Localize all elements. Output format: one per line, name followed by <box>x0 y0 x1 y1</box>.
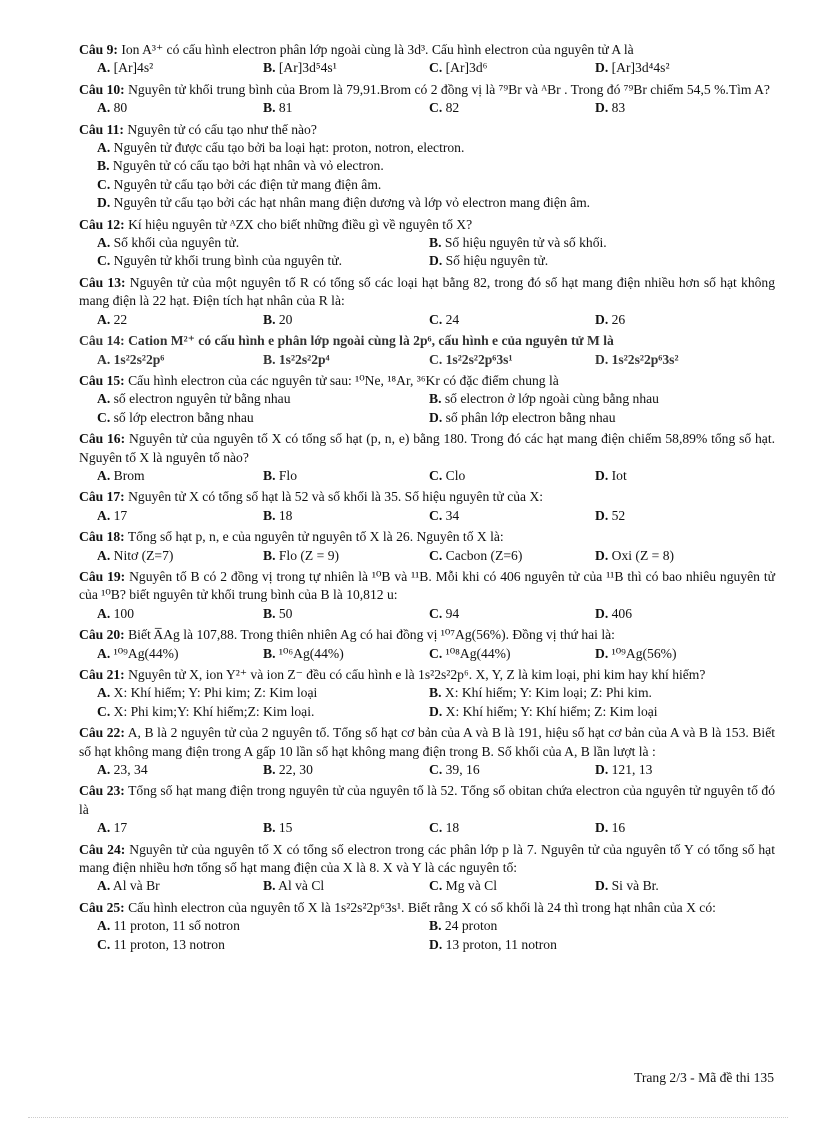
page-footer: Trang 2/3 - Mã đề thi 135 <box>634 1070 774 1085</box>
question-stem <box>79 216 775 234</box>
option-label: A. <box>97 605 111 621</box>
option-text: Al và Cl <box>278 878 325 894</box>
option-text: Nguyên tử khối trung bình của nguyên tử. <box>113 253 343 269</box>
question-stem <box>79 372 775 390</box>
answer-option <box>97 194 761 212</box>
option-text: số phân lớp electron bằng nhau <box>445 409 616 425</box>
answer-option <box>429 311 595 329</box>
option-label: B. <box>263 507 276 523</box>
answer-option <box>429 877 595 895</box>
answer-options <box>79 311 775 329</box>
answer-option <box>429 605 595 623</box>
answer-option <box>263 761 429 779</box>
option-label: A. <box>97 547 111 563</box>
option-label: C. <box>429 820 443 836</box>
option-text: 83 <box>611 100 626 116</box>
question-text: Nguyên tử của một nguyên tố R có tổng số các loại hạt bằng 82, trong đó số hạt mang điện nhiều hơn số hạt không mang điện là 22 hạt. Điện tích hạt nhân của R là: <box>79 274 776 309</box>
option-text: 18 <box>278 507 293 523</box>
option-label: B. <box>263 820 276 836</box>
option-label: B. <box>263 467 276 483</box>
answer-option <box>429 703 761 721</box>
question-number: Câu 10: <box>79 81 125 97</box>
answer-options <box>79 467 775 485</box>
answer-option <box>263 507 429 525</box>
question-number: Câu 9: <box>79 42 118 57</box>
answer-option <box>429 917 761 935</box>
answer-option <box>595 311 761 329</box>
option-label: D. <box>595 60 609 76</box>
option-text: 18 <box>445 820 460 836</box>
option-text: 16 <box>611 820 626 836</box>
option-text: 17 <box>113 507 128 523</box>
answer-option <box>97 99 263 117</box>
option-text: 50 <box>278 605 293 621</box>
answer-option <box>97 507 263 525</box>
answer-option <box>429 819 595 837</box>
option-text: Nguyên tử được cấu tạo bởi ba loại hạt: proton, notron, electron. <box>113 140 465 156</box>
option-label: B. <box>97 158 110 174</box>
answer-option <box>595 877 761 895</box>
option-label: C. <box>429 100 443 116</box>
option-label: C. <box>97 703 111 719</box>
answer-option <box>263 819 429 837</box>
option-label: D. <box>595 467 609 483</box>
question-stem <box>79 899 775 917</box>
option-text: 94 <box>445 605 460 621</box>
question-number: Câu 14: <box>79 333 125 349</box>
option-text: Al và Br <box>112 878 160 894</box>
answer-option <box>429 409 761 427</box>
answer-option <box>429 547 595 565</box>
option-text: 80 <box>113 100 128 116</box>
answer-option <box>263 467 429 485</box>
question-text: Tổng số hạt p, n, e của nguyên tử nguyên tố X là 26. Nguyên tố X là: <box>127 529 504 545</box>
option-text: 20 <box>278 311 293 327</box>
option-text: [Ar]3d⁶ <box>445 60 488 76</box>
answer-options <box>79 390 775 427</box>
option-text: ¹⁰⁸Ag(44%) <box>445 645 511 661</box>
question-number: Câu 19: <box>79 568 126 584</box>
question-text: Nguyên tử có cấu tạo như thế nào? <box>127 121 317 137</box>
question-stem <box>79 274 775 311</box>
question-stem <box>79 626 775 644</box>
answer-option <box>97 819 263 837</box>
option-text: ¹⁰⁹Ag(56%) <box>611 645 677 661</box>
option-label: C. <box>429 878 443 894</box>
option-label: A. <box>97 918 111 934</box>
option-text: Nguyên tử có cấu tạo bởi hạt nhân và vỏ electron. <box>112 158 384 174</box>
question-stem <box>79 41 775 59</box>
question-number: Câu 25: <box>79 899 125 915</box>
question-text: Nguyên tử X có tổng số hạt là 52 và số khối là 35. Số hiệu nguyên tử của X: <box>128 489 544 505</box>
answer-option <box>97 139 761 157</box>
option-label: B. <box>263 605 276 621</box>
option-label: B. <box>263 762 276 778</box>
question-block <box>79 372 775 427</box>
option-label: D. <box>97 195 111 211</box>
option-text: 39, 16 <box>445 762 480 778</box>
answer-option <box>97 605 263 623</box>
answer-options <box>79 547 775 565</box>
answer-option <box>263 59 429 77</box>
question-block <box>79 626 775 663</box>
question-text: Tổng số hạt mang điện trong nguyên tử của nguyên tố là 52. Tổng số obitan chứa electron của nguyên tử nguyên tố đó là <box>79 783 775 817</box>
question-text: Nguyên tử khối trung bình của Brom là 79,91.Brom có 2 đồng vị là ⁷⁹Br và ᴬBr . Trong đó ⁷⁹Br chiếm 54,5 %.Tìm A? <box>128 81 770 97</box>
option-text: 1s²2s²2p⁶3s¹ <box>445 351 513 367</box>
answer-option <box>429 59 595 77</box>
option-label: D. <box>595 507 609 523</box>
option-text: Oxi (Z = 8) <box>611 547 675 563</box>
option-label: D. <box>429 409 443 425</box>
option-label: D. <box>595 762 609 778</box>
answer-option <box>97 877 263 895</box>
answer-option <box>595 351 761 369</box>
option-text: Mg và Cl <box>445 878 497 894</box>
question-block <box>79 666 775 721</box>
answer-option <box>97 684 429 702</box>
option-text: X: Khí hiếm; Y: Phi kim; Z: Kim loại <box>113 685 318 701</box>
option-text: Clo <box>445 467 466 483</box>
question-stem <box>79 782 775 819</box>
option-label: A. <box>97 235 111 251</box>
question-stem <box>79 81 775 99</box>
option-label: D. <box>595 311 609 327</box>
question-block <box>79 724 775 779</box>
option-text: 34 <box>445 507 460 523</box>
option-text: 17 <box>113 820 128 836</box>
option-label: B. <box>263 878 276 894</box>
answer-option <box>263 351 429 369</box>
option-label: D. <box>595 547 609 563</box>
option-text: Si và Br. <box>611 878 659 894</box>
option-text: 81 <box>278 100 293 116</box>
option-label: C. <box>429 645 443 661</box>
question-number: Câu 13: <box>79 274 126 290</box>
option-text: 24 <box>445 311 460 327</box>
question-block <box>79 121 775 213</box>
question-block <box>79 216 775 271</box>
answer-option <box>263 99 429 117</box>
option-label: A. <box>97 507 111 523</box>
question-number: Câu 22: <box>79 725 125 741</box>
answer-option <box>595 507 761 525</box>
question-stem <box>79 332 775 350</box>
option-label: D. <box>429 703 443 719</box>
option-label: A. <box>97 60 111 76</box>
option-text: 15 <box>278 820 293 836</box>
question-block <box>79 41 775 78</box>
option-label: D. <box>595 645 609 661</box>
question-block <box>79 568 775 623</box>
answer-option <box>595 99 761 117</box>
option-label: B. <box>429 235 442 251</box>
option-text: Flo <box>278 467 298 483</box>
question-number: Câu 23: <box>79 783 125 799</box>
option-text: 1s²2s²2p⁶ <box>113 351 165 367</box>
answer-option <box>263 877 429 895</box>
answer-option <box>263 311 429 329</box>
answer-option <box>595 819 761 837</box>
question-stem <box>79 568 775 605</box>
option-text: Cacbon (Z=6) <box>445 547 523 563</box>
question-number: Câu 15: <box>79 372 125 388</box>
answer-option <box>263 605 429 623</box>
answer-options <box>79 59 775 77</box>
question-stem <box>79 488 775 506</box>
question-number: Câu 20: <box>79 627 125 643</box>
option-text: 1s²2s²2p⁴ <box>278 351 330 367</box>
option-label: A. <box>97 391 111 407</box>
option-label: B. <box>263 60 276 76</box>
option-label: C. <box>97 409 111 425</box>
question-stem <box>79 841 775 878</box>
option-text: 82 <box>445 100 460 116</box>
answer-option <box>429 351 595 369</box>
answer-option <box>429 234 761 252</box>
question-text: Kí hiệu nguyên tử ᴬZX cho biết những điều gì về nguyên tố X? <box>128 216 473 232</box>
option-text: Nguyên tử cấu tạo bởi các hạt nhân mang điện dương và lớp vỏ electron mang điện âm. <box>113 195 591 211</box>
option-label: D. <box>429 936 443 952</box>
answer-option <box>595 645 761 663</box>
answer-option <box>97 645 263 663</box>
question-block <box>79 430 775 485</box>
answer-option <box>97 467 263 485</box>
question-stem <box>79 528 775 546</box>
question-block <box>79 528 775 565</box>
question-number: Câu 24: <box>79 841 126 857</box>
answer-option <box>263 547 429 565</box>
option-text: Flo (Z = 9) <box>278 547 340 563</box>
answer-option <box>429 761 595 779</box>
option-text: Số hiệu nguyên tử và số khối. <box>444 235 607 251</box>
option-text: [Ar]3d⁴4s² <box>611 60 670 76</box>
question-stem <box>79 724 775 761</box>
question-block <box>79 841 775 896</box>
question-list <box>79 41 775 954</box>
question-block <box>79 488 775 525</box>
answer-option <box>595 547 761 565</box>
question-number: Câu 21: <box>79 667 125 682</box>
answer-options <box>79 645 775 663</box>
option-label: B. <box>263 547 276 563</box>
answer-options <box>79 351 775 369</box>
option-text: 406 <box>611 605 633 621</box>
question-number: Câu 16: <box>79 431 126 447</box>
option-text: ¹⁰⁶Ag(44%) <box>278 645 344 661</box>
answer-options <box>79 877 775 895</box>
option-label: D. <box>595 100 609 116</box>
question-block <box>79 782 775 837</box>
option-label: C. <box>429 467 443 483</box>
answer-option <box>429 390 761 408</box>
option-label: D. <box>595 351 609 367</box>
option-text: 22 <box>113 311 128 327</box>
question-text: Cấu hình electron của nguyên tố X là 1s²2s²2p⁶3s¹. Biết rằng X có số khối là 24 thì trong hạt nhân của X có: <box>128 899 716 915</box>
option-text: Số khối của nguyên tử. <box>113 235 240 251</box>
option-label: D. <box>429 253 443 269</box>
option-text: 23, 34 <box>113 762 148 778</box>
question-text: Nguyên tử X, ion Y²⁺ và ion Z⁻ đều có cấu hình e là 1s²2s²2p⁶. X, Y, Z là kim loại, phi kim hay khí hiếm? <box>128 667 706 682</box>
option-text: 1s²2s²2p⁶3s² <box>611 351 679 367</box>
option-text: số electron nguyên tử bằng nhau <box>113 391 291 407</box>
question-number: Câu 18: <box>79 529 125 545</box>
option-label: B. <box>263 351 276 367</box>
option-label: A. <box>97 140 111 156</box>
question-stem <box>79 666 775 684</box>
question-block <box>79 274 775 329</box>
exam-page <box>79 38 775 954</box>
question-text: Cation M²⁺ có cấu hình e phân lớp ngoài cùng là 2p⁶, cấu hình e của nguyên tử M là <box>128 333 614 349</box>
option-text: Nguyên tử cấu tạo bởi các điện tử mang điện âm. <box>113 176 382 192</box>
answer-options <box>79 99 775 117</box>
answer-options <box>79 917 775 954</box>
option-label: B. <box>263 311 276 327</box>
option-text: 26 <box>611 311 626 327</box>
question-block <box>79 332 775 369</box>
option-text: X: Khí hiếm; Y: Khí hiếm; Z: Kim loại <box>445 703 658 719</box>
answer-option <box>429 467 595 485</box>
option-text: Brom <box>113 467 145 483</box>
question-block <box>79 899 775 954</box>
option-text: 52 <box>611 507 626 523</box>
answer-option <box>595 467 761 485</box>
option-text: [Ar]3d⁵4s¹ <box>278 60 337 76</box>
answer-options <box>79 684 775 721</box>
option-label: C. <box>429 605 443 621</box>
answer-option <box>97 252 429 270</box>
question-text: Cấu hình electron của các nguyên tử sau: ¹⁰Ne, ¹⁸Ar, ³⁶Kr có đặc điểm chung là <box>128 372 559 388</box>
answer-option <box>97 761 263 779</box>
option-text: 11 proton, 13 notron <box>113 936 225 952</box>
option-text: X: Khí hiếm; Y: Kim loại; Z: Phi kim. <box>444 685 652 701</box>
answer-option <box>595 59 761 77</box>
answer-options <box>79 761 775 779</box>
option-label: B. <box>263 645 276 661</box>
question-text: Biết A̅Ag là 107,88. Trong thiên nhiên Ag có hai đồng vị ¹⁰⁷Ag(56%). Đồng vị thứ hai là: <box>128 627 615 643</box>
answer-option <box>595 605 761 623</box>
option-label: C. <box>97 176 111 192</box>
answer-option <box>97 936 429 954</box>
option-label: B. <box>263 100 276 116</box>
answer-option <box>97 917 429 935</box>
answer-option <box>97 547 263 565</box>
answer-option <box>97 311 263 329</box>
option-label: C. <box>429 547 443 563</box>
page-divider <box>28 1117 788 1118</box>
answer-options <box>79 139 775 213</box>
answer-option <box>429 99 595 117</box>
answer-option <box>595 761 761 779</box>
option-label: A. <box>97 311 111 327</box>
option-text: X: Phi kim;Y: Khí hiếm;Z: Kim loại. <box>113 703 315 719</box>
option-label: A. <box>97 762 111 778</box>
answer-option <box>97 157 761 175</box>
option-text: Nitơ (Z=7) <box>113 547 174 563</box>
answer-option <box>429 645 595 663</box>
option-label: A. <box>97 351 111 367</box>
question-text: Nguyên tử của nguyên tố X có tổng số electron trong các phân lớp p là 7. Nguyên tử của nguyên tố Y có tổng số hạt mang điện nhiều hơn tổng số hạt mang điện của X là 8. X và Y là các nguyên tố: <box>79 841 775 876</box>
option-label: B. <box>429 918 442 934</box>
option-label: A. <box>97 467 111 483</box>
option-text: [Ar]4s² <box>113 60 154 76</box>
option-label: D. <box>595 605 609 621</box>
answer-options <box>79 605 775 623</box>
answer-option <box>97 409 429 427</box>
question-number: Câu 17: <box>79 489 125 505</box>
option-label: C. <box>429 507 443 523</box>
option-label: A. <box>97 685 111 701</box>
answer-option <box>429 252 761 270</box>
option-text: 22, 30 <box>278 762 313 778</box>
question-block <box>79 81 775 118</box>
question-number: Câu 11: <box>79 121 124 137</box>
option-text: ¹⁰⁹Ag(44%) <box>113 645 179 661</box>
option-label: C. <box>429 762 443 778</box>
answer-option <box>97 234 429 252</box>
answer-option <box>97 390 429 408</box>
option-label: C. <box>429 311 443 327</box>
option-text: 13 proton, 11 notron <box>445 936 557 952</box>
question-text: Nguyên tử của nguyên tố X có tổng số hạt (p, n, e) bằng 180. Trong đó các hạt mang điện chiếm 58,89% tổng số hạt. Nguyên tố X là nguyên tố nào? <box>79 431 776 465</box>
option-label: C. <box>97 936 111 952</box>
question-stem <box>79 121 775 139</box>
option-text: Số hiệu nguyên tử. <box>445 253 549 269</box>
option-text: số lớp electron bằng nhau <box>113 409 254 425</box>
answer-option <box>263 645 429 663</box>
question-stem <box>79 430 775 467</box>
answer-option <box>429 684 761 702</box>
option-text: 11 proton, 11 số notron <box>113 918 240 934</box>
option-label: A. <box>97 645 111 661</box>
option-text: 121, 13 <box>611 762 653 778</box>
option-label: C. <box>429 351 443 367</box>
answer-option <box>97 351 263 369</box>
answer-option <box>429 507 595 525</box>
answer-option <box>429 936 761 954</box>
option-label: D. <box>595 820 609 836</box>
answer-option <box>97 703 429 721</box>
answer-option <box>97 59 263 77</box>
option-text: 24 proton <box>444 918 498 934</box>
question-text: Nguyên tố B có 2 đồng vị trong tự nhiên là ¹⁰B và ¹¹B. Mỗi khi có 406 nguyên tử của ¹¹B thì có bao nhiêu nguyên tử của ¹⁰B? biết nguyên tử khối trung bình của B là 10,812 u: <box>79 568 775 603</box>
option-label: C. <box>97 253 111 269</box>
option-label: B. <box>429 685 442 701</box>
option-text: 100 <box>113 605 135 621</box>
answer-options <box>79 234 775 271</box>
option-label: C. <box>429 60 443 76</box>
answer-options <box>79 819 775 837</box>
option-label: A. <box>97 878 111 894</box>
option-label: D. <box>595 878 609 894</box>
question-text: Ion A³⁺ có cấu hình electron phân lớp ngoài cùng là 3d³. Cấu hình electron của nguyên tử A là <box>121 42 634 57</box>
answer-options <box>79 507 775 525</box>
option-label: A. <box>97 100 111 116</box>
answer-option <box>97 176 761 194</box>
option-label: A. <box>97 820 111 836</box>
option-text: số electron ở lớp ngoài cùng bằng nhau <box>444 391 659 407</box>
option-label: B. <box>429 391 442 407</box>
question-text: A, B là 2 nguyên tử của 2 nguyên tố. Tổng số hạt cơ bản của A và B là 191, hiệu số hạt cơ bản của A và B là 153. Biết số hạt không mang điện trong A gấp 10 lần số hạt không mang điện trong B. Số khối của A, B lần lượt là : <box>79 725 776 759</box>
option-text: Iot <box>611 467 627 483</box>
question-number: Câu 12: <box>79 216 125 232</box>
